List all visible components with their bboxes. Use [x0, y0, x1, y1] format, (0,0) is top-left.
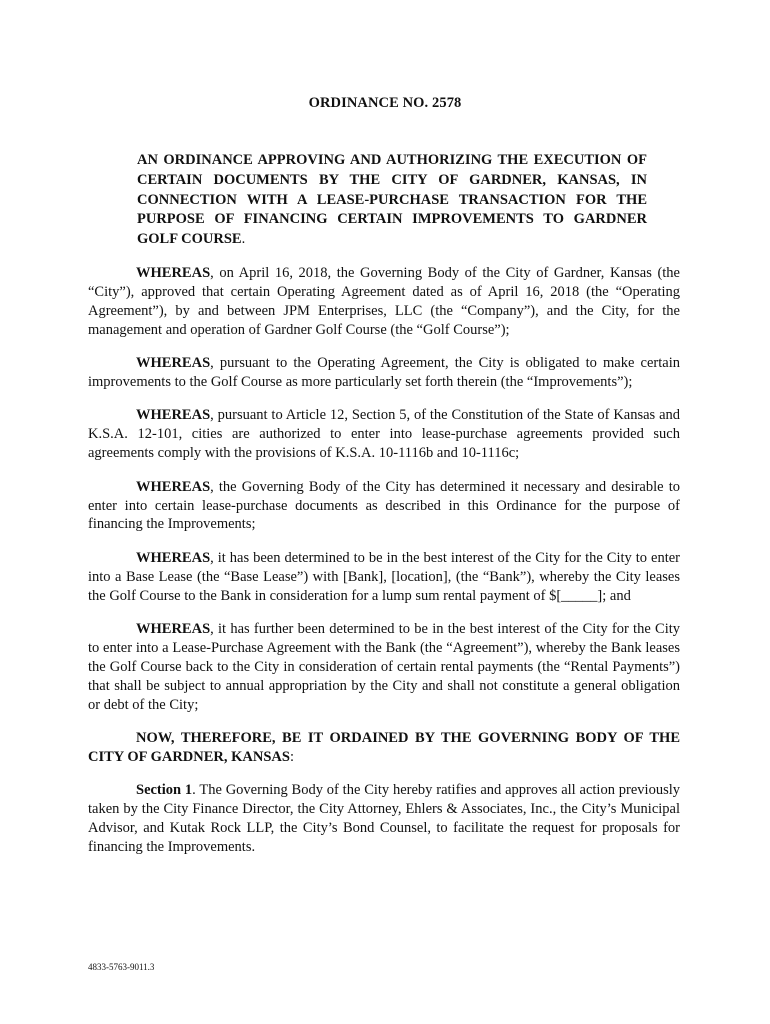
document-footer-id: 4833-5763-9011.3 — [88, 962, 155, 972]
recital-paragraph — [88, 478, 680, 535]
ordaining-clause-colon: : — [289, 749, 294, 766]
section-1-lead: Section 1 — [136, 782, 193, 799]
recital-lead: WHEREAS — [136, 621, 211, 638]
recital-text: , the Governing Body of the City has determined it necessary and desirable to enter into certain lease-purchase documents as described in this Ordinance for the purpose of financing the Improvements; — [88, 478, 680, 533]
recital-paragraph — [88, 354, 680, 392]
ordaining-clause-text: NOW, THEREFORE, BE IT ORDAINED BY THE GOVERNING BODY OF THE CITY OF GARDNER, KANSAS — [88, 730, 680, 766]
section-1-paragraph — [88, 781, 680, 857]
recital-paragraph — [88, 620, 680, 715]
ordinance-heading-text: AN ORDINANCE APPROVING AND AUTHORIZING THE EXECUTION OF CERTAIN DOCUMENTS BY THE CITY OF GARDNER, KANSAS, IN CONNECTION WITH A LEASE-PURCHASE TRANSACTION FOR THE PURPOSE OF FINANCING CERTAIN IMPROVEMENTS TO GARDNER GOLF COURSE — [137, 152, 647, 248]
ordinance-heading-period: . — [241, 231, 246, 248]
recital-lead: WHEREAS — [136, 549, 211, 566]
recital-lead: WHEREAS — [136, 355, 211, 372]
recital-lead: WHEREAS — [136, 407, 211, 424]
recital-text: , pursuant to the Operating Agreement, the City is obligated to make certain improvements to the Golf Course as more particularly set forth therein (the “Improvements”); — [88, 355, 680, 391]
recital-text: , pursuant to Article 12, Section 5, of the Constitution of the State of Kansas and K.S.A. 12-101, cities are authorized to enter into lease-purchase agreements provided such agreements comply with the provisions of K.S.A. 10-1116b and 10-1116c; — [88, 407, 680, 462]
recital-text: , on April 16, 2018, the Governing Body of the City of Gardner, Kansas (the “City”), approved that certain Operating Agreement dated as of April 16, 2018 (the “Operating Agreement”), by and between JPM Enterprises, LLC (the “Company”), and the City, for the management and operation of Gardner Golf Course (the “Golf Course”); — [88, 265, 680, 338]
ordaining-clause — [88, 729, 680, 767]
recital-paragraph — [88, 406, 680, 463]
recital-paragraph — [88, 549, 680, 606]
recital-lead: WHEREAS — [136, 478, 211, 495]
recital-lead: WHEREAS — [136, 265, 211, 281]
recital-text: , it has been determined to be in the best interest of the City for the City to enter into a Base Lease (the “Base Lease”) with [Bank], [location], (the “Bank”), whereby the City leases the Golf Course to the Bank in consideration for a lump sum rental payment of $[_____]; and — [88, 549, 680, 604]
ordinance-body — [88, 264, 680, 872]
ordinance-title: ORDINANCE NO. 2578 — [308, 95, 462, 111]
ordinance-heading — [137, 151, 647, 250]
recital-text: , it has further been determined to be in the best interest of the City for the City to enter into a Lease-Purchase Agreement with the Bank (the “Agreement”), whereby the Bank leases the Golf Course back to the City in consideration of certain rental payments (the “Rental Payments”) that shall be subject to annual appropriation by the City and shall not constitute a general obligation or debt of the City; — [88, 621, 680, 713]
section-1-text: . The Governing Body of the City hereby ratifies and approves all action previously taken by the City Finance Director, the City Attorney, Ehlers & Associates, Inc., the City’s Municipal Advisor, and Kutak Rock LLP, the City’s Bond Counsel, to facilitate the request for proposals for financing the Improvements. — [88, 782, 680, 856]
recital-paragraph — [88, 264, 680, 340]
